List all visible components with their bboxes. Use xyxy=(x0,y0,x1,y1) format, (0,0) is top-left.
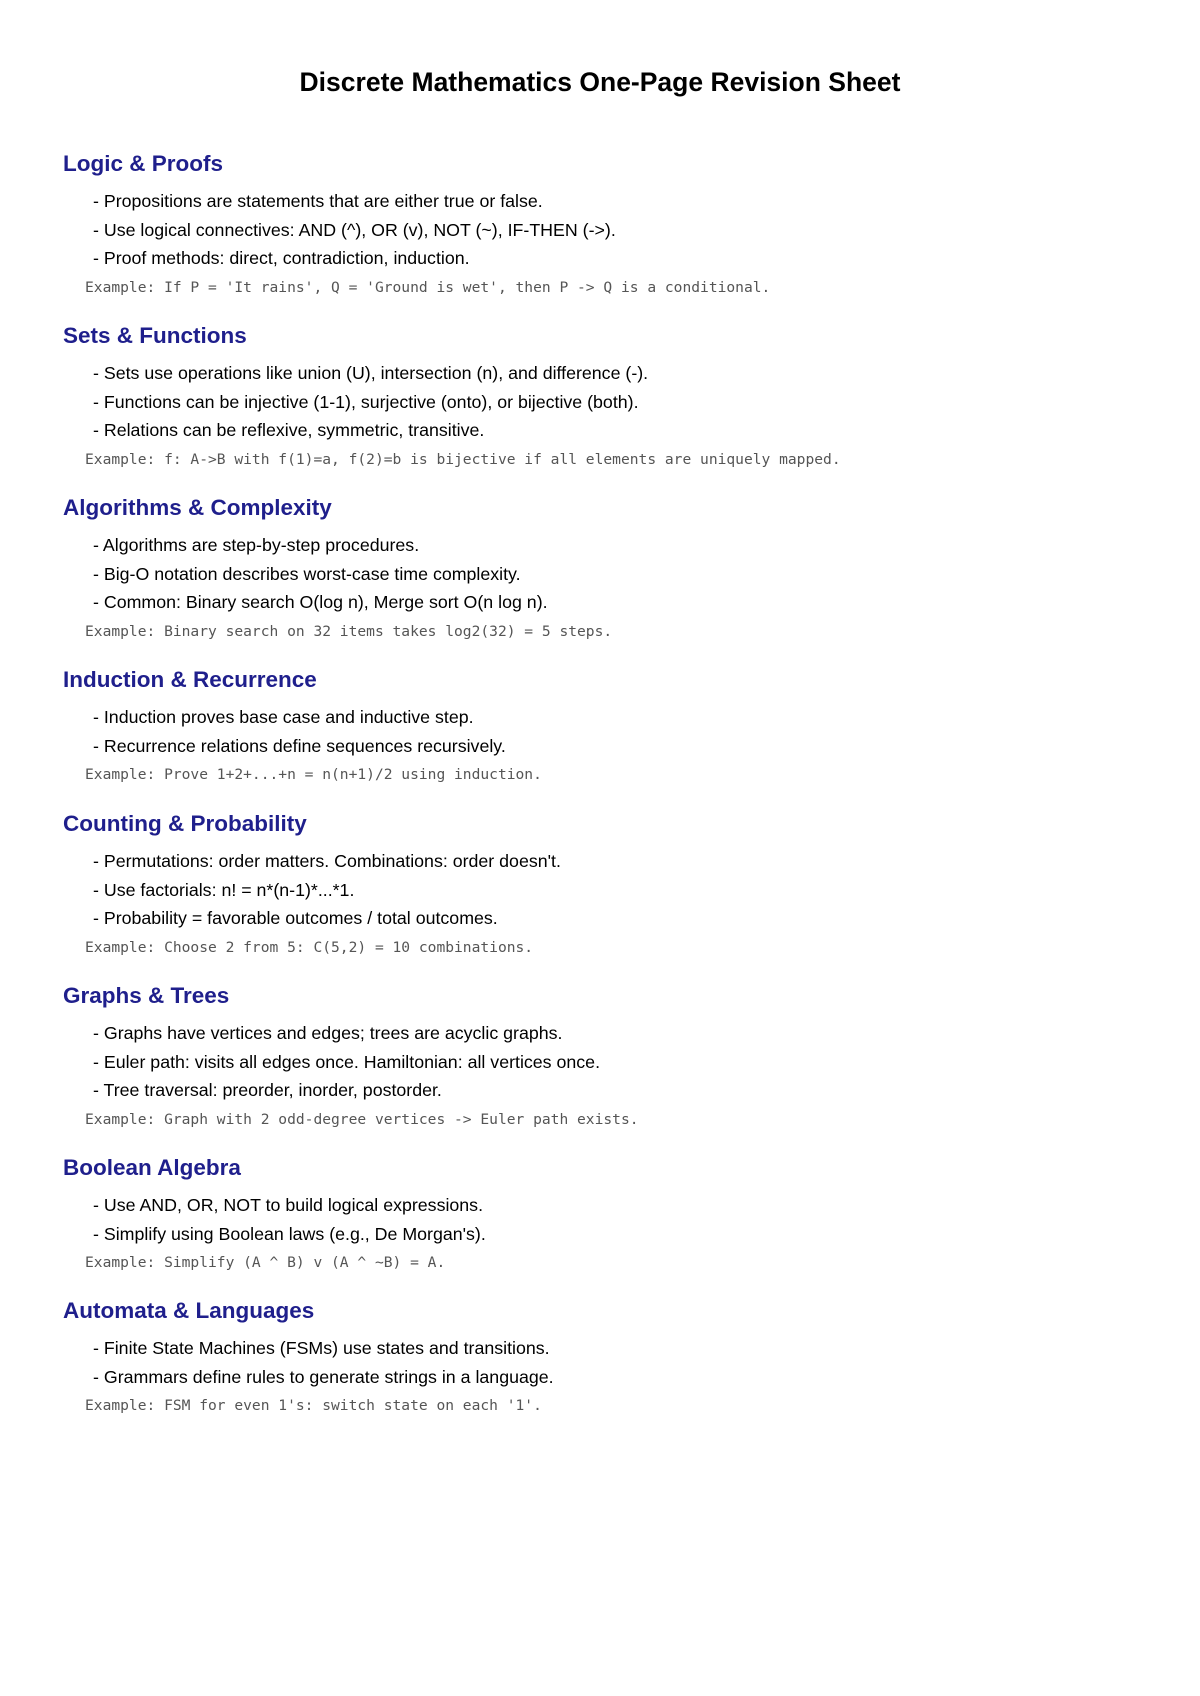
example-line: Example: Simplify (A ^ B) v (A ^ ~B) = A. xyxy=(85,1254,446,1272)
list-item: - Use logical connectives: AND (^), OR (v), NOT (~), IF-THEN (->). xyxy=(93,219,616,240)
section-counting-probability xyxy=(63,810,1163,963)
example-line: Example: If P = 'It rains', Q = 'Ground is wet', then P -> Q is a conditional. xyxy=(85,278,771,296)
bullet-list xyxy=(63,703,1163,760)
example-line: Example: Prove 1+2+...+n = n(n+1)/2 using induction. xyxy=(85,766,542,784)
section-algorithms-complexity xyxy=(63,494,1163,647)
section-logic-proofs xyxy=(63,150,1163,303)
bullet-list xyxy=(63,1334,1163,1391)
section-heading: Algorithms & Complexity xyxy=(63,495,332,520)
example-line: Example: Binary search on 32 items takes log2(32) = 5 steps. xyxy=(85,622,613,640)
section-heading: Counting & Probability xyxy=(63,811,307,836)
list-item: - Relations can be reflexive, symmetric, transitive. xyxy=(93,420,485,441)
list-item: - Probability = favorable outcomes / total outcomes. xyxy=(93,908,498,929)
bullet-list xyxy=(63,1191,1163,1248)
list-item: - Graphs have vertices and edges; trees are acyclic graphs. xyxy=(93,1023,563,1043)
list-item: - Finite State Machines (FSMs) use states and transitions. xyxy=(93,1338,550,1358)
list-item: - Simplify using Boolean laws (e.g., De Morgan's). xyxy=(93,1223,486,1244)
section-heading: Boolean Algebra xyxy=(63,1155,241,1180)
list-item: - Tree traversal: preorder, inorder, postorder. xyxy=(93,1080,442,1101)
list-item: - Proof methods: direct, contradiction, induction. xyxy=(93,248,470,269)
list-item: - Grammars define rules to generate strings in a language. xyxy=(93,1366,554,1387)
section-automata-languages xyxy=(63,1297,1163,1421)
list-item: - Sets use operations like union (U), intersection (n), and difference (-). xyxy=(93,363,649,383)
list-item: - Use AND, OR, NOT to build logical expressions. xyxy=(93,1195,484,1215)
section-heading: Sets & Functions xyxy=(63,323,247,348)
example-line: Example: f: A->B with f(1)=a, f(2)=b is bijective if all elements are uniquely mapped. xyxy=(85,450,841,468)
list-item: - Induction proves base case and inductive step. xyxy=(93,707,474,727)
section-induction-recurrence xyxy=(63,666,1163,790)
bullet-list xyxy=(63,1019,1163,1105)
section-heading: Graphs & Trees xyxy=(63,983,230,1008)
list-item: - Use factorials: n! = n*(n-1)*...*1. xyxy=(93,879,355,900)
bullet-list xyxy=(63,847,1163,933)
section-heading: Automata & Languages xyxy=(63,1298,315,1323)
section-sets-functions xyxy=(63,322,1163,475)
example-line: Example: FSM for even 1's: switch state on each '1'. xyxy=(85,1397,542,1415)
section-boolean-algebra xyxy=(63,1154,1163,1278)
list-item: - Common: Binary search O(log n), Merge sort O(n log n). xyxy=(93,592,548,613)
list-item: - Recurrence relations define sequences recursively. xyxy=(93,735,506,756)
bullet-list xyxy=(63,531,1163,617)
list-item: - Permutations: order matters. Combinations: order doesn't. xyxy=(93,851,561,871)
page-title: Discrete Mathematics One-Page Revision Sheet xyxy=(299,67,901,97)
section-heading: Logic & Proofs xyxy=(63,151,224,176)
section-graphs-trees xyxy=(63,982,1163,1135)
example-line: Example: Graph with 2 odd-degree vertices -> Euler path exists. xyxy=(85,1110,639,1128)
list-item: - Functions can be injective (1-1), surjective (onto), or bijective (both). xyxy=(93,391,639,412)
list-item: - Euler path: visits all edges once. Hamiltonian: all vertices once. xyxy=(93,1051,601,1072)
section-heading: Induction & Recurrence xyxy=(63,667,317,692)
example-line: Example: Choose 2 from 5: C(5,2) = 10 combinations. xyxy=(85,938,534,956)
list-item: - Algorithms are step-by-step procedures. xyxy=(93,535,420,555)
bullet-list xyxy=(63,359,1163,445)
list-item: - Propositions are statements that are either true or false. xyxy=(93,191,543,211)
bullet-list xyxy=(63,187,1163,273)
list-item: - Big-O notation describes worst-case time complexity. xyxy=(93,563,521,584)
